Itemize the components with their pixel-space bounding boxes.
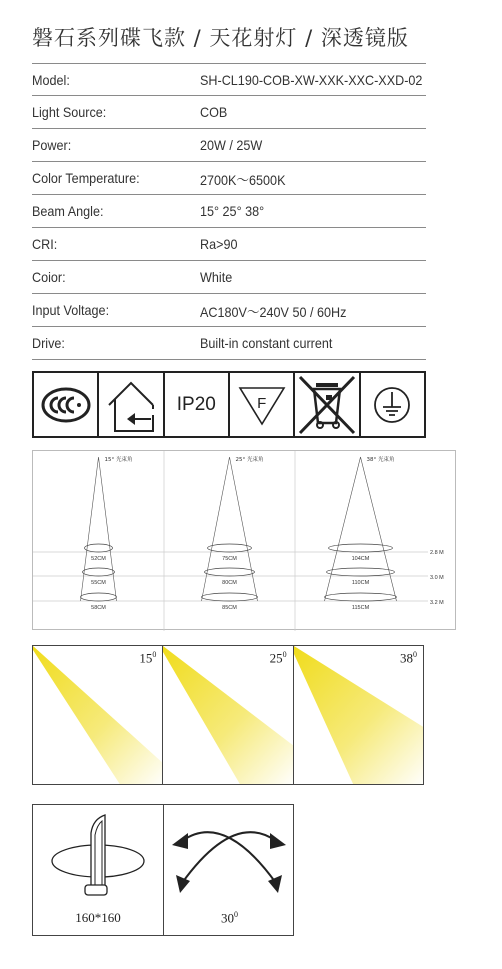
ip20-text — [165, 373, 230, 436]
rotation-label: $30^0$ — [221, 909, 238, 925]
spec-row-drive — [32, 327, 426, 360]
angle-label: $15^0$ — [139, 650, 157, 666]
cutout-size-label: 160*160 — [75, 910, 121, 925]
beam-angle-caption: 25° 光束角 — [235, 457, 264, 463]
spec-label: CRI: — [32, 236, 58, 252]
beam-angle-caption: 38° 光束角 — [366, 457, 395, 463]
spec-row-cri — [32, 228, 426, 261]
spec-row-light-source — [32, 96, 426, 129]
weee-bin-icon — [295, 373, 360, 436]
angle-label: $38^0$ — [399, 650, 417, 666]
spec-value: 20W / 25W — [200, 137, 263, 153]
beam-diameter-label: 58CM — [91, 605, 106, 611]
beam-ellipse — [83, 568, 115, 576]
beam-spread-diagram — [32, 450, 456, 630]
distance-label-3: 3.2 M — [430, 600, 444, 606]
spec-label: Light Source: — [32, 104, 107, 120]
beam-diameter-label: 55CM — [91, 580, 106, 586]
rotation-cell — [164, 805, 295, 935]
beam-ellipse — [329, 544, 393, 552]
distance-label-2: 3.0 M — [430, 575, 444, 581]
spec-value: AC180V～240V 50 / 60Hz — [200, 304, 347, 320]
spec-label: Drive: — [32, 335, 65, 351]
spec-label: Color Temperature: — [32, 170, 140, 186]
spec-label: Coior: — [32, 269, 66, 285]
beam-angle-15 — [33, 646, 163, 784]
beam-angle-caption: 15° 光束角 — [104, 457, 133, 463]
cutout-size-cell — [33, 805, 164, 935]
spec-value: 15° 25° 38° — [200, 203, 265, 219]
spec-row-model — [32, 63, 426, 96]
distance-label-1: 2.8 M — [430, 550, 444, 556]
beam-diameter-label: 75CM — [222, 556, 237, 562]
adjustment-panel — [32, 804, 294, 936]
indoor-use-icon — [99, 373, 164, 436]
beam-diameter-label: 104CM — [351, 556, 370, 562]
spec-label: Beam Angle: — [32, 203, 104, 219]
beam-diameter-label: 80CM — [222, 580, 237, 586]
spec-value: COB — [200, 104, 228, 120]
spec-value: Ra>90 — [200, 236, 238, 252]
beam-diameter-label: 115CM — [351, 605, 370, 611]
spec-value: SH-CL190-COB-XW-XXK-XXC-XXD-02 — [200, 72, 423, 88]
spec-row-color-temperature — [32, 162, 426, 195]
beam-diameter-label: 85CM — [222, 605, 237, 611]
angle-label: $25^0$ — [269, 650, 287, 666]
beam-diameter-label: 110CM — [351, 580, 370, 586]
beam-ellipse — [202, 593, 258, 601]
spec-label: Input Voltage: — [32, 302, 110, 318]
spec-row-power — [32, 129, 426, 162]
ccc-icon — [34, 373, 99, 436]
beam-ellipse — [205, 568, 255, 576]
beam-ellipse — [325, 593, 397, 601]
spec-value: 2700K～6500K — [200, 172, 286, 188]
page-title: 磐石系列碟飞款 / 天花射灯 / 深透镜版 — [32, 26, 409, 50]
beam-angle-38 — [294, 646, 423, 784]
beam-ellipse — [81, 593, 117, 601]
f-mark-label: F — [257, 395, 267, 412]
spec-row-beam-angle — [32, 195, 426, 228]
beam-angle-illustrations — [32, 645, 424, 785]
beam-ellipse — [208, 544, 252, 552]
f-mark-icon — [230, 373, 295, 436]
spec-label: Power: — [32, 137, 72, 153]
spec-value: White — [200, 269, 233, 285]
beam-ellipse — [85, 544, 113, 552]
ground-icon — [361, 373, 424, 436]
beam-diameter-label: 52CM — [91, 556, 106, 562]
spec-row-input-voltage — [32, 294, 426, 327]
spec-label: Model: — [32, 72, 70, 88]
beam-ellipse — [327, 568, 395, 576]
rotation-arrows-icon — [164, 805, 295, 905]
spec-value: Built-in constant current — [200, 335, 333, 351]
ip-rating: IP20 — [176, 393, 216, 415]
spec-row-color — [32, 261, 426, 294]
beam-angle-25 — [163, 646, 293, 784]
certification-strip — [32, 371, 426, 438]
spec-table — [32, 63, 426, 360]
